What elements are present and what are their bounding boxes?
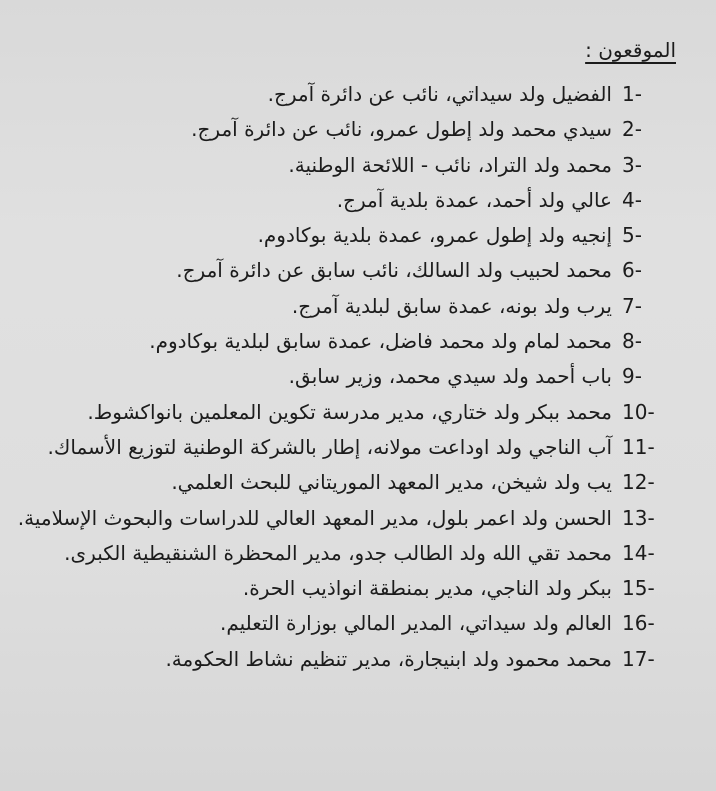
item-number: 12- xyxy=(622,470,655,495)
list-item xyxy=(16,362,676,390)
item-number: 5- xyxy=(622,223,642,248)
item-number: 8- xyxy=(622,329,642,354)
item-number: 2- xyxy=(622,117,642,142)
item-text: العالم ولد سيداتي، المدير المالي بوزارة التعليم. xyxy=(219,611,612,636)
item-text: محمد تقي الله ولد الطالب جدو، مدير المحظرة الشنقيطية الكبرى. xyxy=(64,540,612,565)
list-item xyxy=(16,292,676,320)
item-number: 7- xyxy=(622,293,642,318)
list-item xyxy=(16,80,676,108)
list-item xyxy=(16,433,676,461)
item-number: 10- xyxy=(622,399,655,424)
list-item xyxy=(16,186,676,214)
item-number: 9- xyxy=(622,364,642,389)
item-text: سيدي محمد ولد إطول عمرو، نائب عن دائرة آمرج. xyxy=(191,117,612,142)
item-text: محمد محمود ولد ابنيجارة، مدير تنظيم نشاط الحكومة. xyxy=(165,646,612,671)
list-item xyxy=(16,256,676,284)
list-item xyxy=(16,327,676,355)
list-item xyxy=(16,151,676,179)
list-item xyxy=(16,574,676,602)
item-number: 4- xyxy=(622,187,642,212)
item-text: باب أحمد ولد سيدي محمد، وزير سابق. xyxy=(288,364,612,389)
list-item xyxy=(16,645,676,673)
list-item xyxy=(16,468,676,496)
list-item xyxy=(16,398,676,426)
item-text: ببكر ولد الناجي، مدير بمنطقة انواذيب الحرة. xyxy=(242,576,612,601)
item-text: إنجيه ولد إطول عمرو، عمدة بلدية بوكادوم. xyxy=(257,223,612,248)
item-text: محمد لمام ولد محمد فاضل، عمدة سابق لبلدية بوكادوم. xyxy=(149,329,612,354)
list-item xyxy=(16,115,676,143)
item-text: يرب ولد بونه، عمدة سابق لبلدية آمرج. xyxy=(291,293,612,318)
item-text: الفضيل ولد سيداتي، نائب عن دائرة آمرج. xyxy=(267,82,612,106)
item-number: 3- xyxy=(622,152,642,177)
list-item xyxy=(16,221,676,249)
item-text: محمد لحبيب ولد السالك، نائب سابق عن دائرة آمرج. xyxy=(176,258,612,283)
item-number: 16- xyxy=(622,611,655,636)
list-item xyxy=(16,539,676,567)
signatories-heading: الموقعون : xyxy=(585,38,676,62)
item-number: 14- xyxy=(622,540,655,565)
item-text: يب ولد شيخن، مدير المعهد الموريتاني للبحث العلمي. xyxy=(171,470,612,495)
signatories-list xyxy=(16,80,676,680)
item-text: محمد ببكر ولد ختاري، مدير مدرسة تكوين المعلمين بانواكشوط. xyxy=(87,399,612,424)
item-text: محمد ولد التراد، نائب - اللائحة الوطنية. xyxy=(288,152,612,177)
item-text: عالي ولد أحمد، عمدة بلدية آمرج. xyxy=(336,187,612,212)
item-text: الحسن ولد اعمر بلول، مدير المعهد العالي للدراسات والبحوث الإسلامية. xyxy=(17,505,612,530)
item-number: 11- xyxy=(622,434,655,459)
item-number: 1- xyxy=(622,82,642,106)
item-number: 6- xyxy=(622,258,642,283)
item-text: آب الناجي ولد اوداعت مولانه، إطار بالشركة الوطنية لتوزيع الأسماك. xyxy=(47,434,612,459)
list-item xyxy=(16,609,676,637)
item-number: 15- xyxy=(622,576,655,601)
item-number: 17- xyxy=(622,646,655,671)
list-item xyxy=(16,504,676,532)
item-number: 13- xyxy=(622,505,655,530)
